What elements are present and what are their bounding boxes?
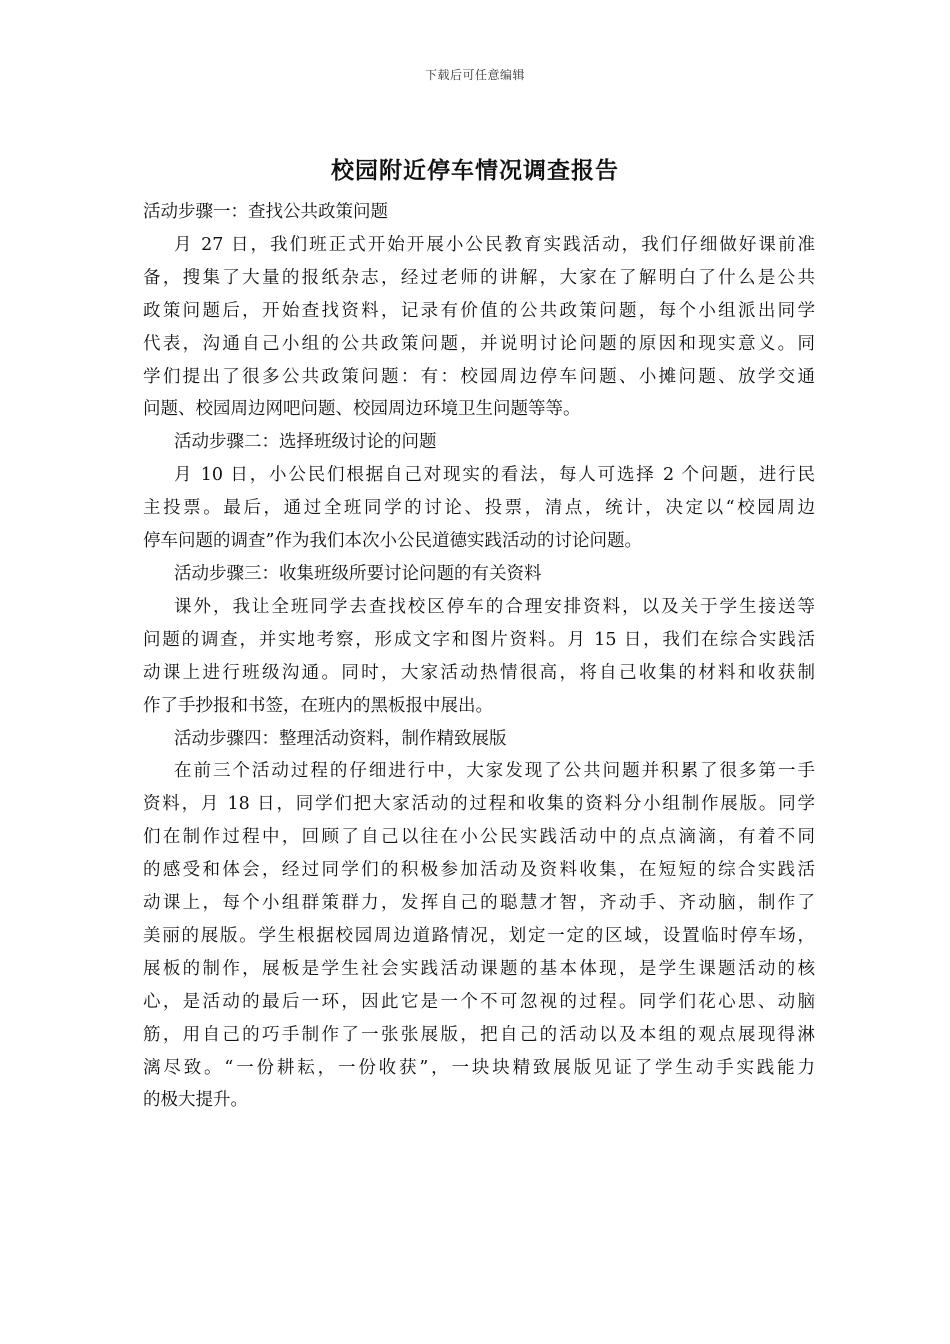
body-line: 资料，月 18 日，同学们把大家活动的过程和收集的资料分小组制作展版。同学 bbox=[143, 794, 815, 815]
body-line: 的极大提升。 bbox=[143, 1090, 248, 1111]
body-line: 漓尽致。“一份耕耘，一份收获”，一块块精致展版见证了学生动手实践能力 bbox=[143, 1057, 815, 1078]
body-line: 动课上进行班级沟通。同时，大家活动热情很高，将自己收集的材料和收获制 bbox=[143, 662, 815, 683]
header-note: 下载后可任意编辑 bbox=[424, 68, 525, 82]
body-line: 问题、校园周边网吧问题、校园周边环境卫生问题等等。 bbox=[143, 399, 581, 420]
body-line: 作了手抄报和书签，在班内的黑板报中展出。 bbox=[143, 695, 493, 716]
body-line: 备，搜集了大量的报纸杂志，经过老师的讲解，大家在了解明白了什么是公共 bbox=[143, 267, 815, 288]
body-line: 课外，我让全班同学去查找校区停车的合理安排资料，以及关于学生接送等 bbox=[174, 596, 815, 617]
body-line: 筋，用自己的巧手制作了一张张展版，把自己的活动以及本组的观点展现得淋 bbox=[143, 1024, 815, 1045]
body-line: 问题的调查，并实地考察，形成文字和图片资料。月 15 日，我们在综合实践活 bbox=[143, 629, 815, 650]
body-line: 月 27 日，我们班正式开始开展小公民教育实践活动，我们仔细做好课前准 bbox=[174, 234, 815, 255]
document-title: 校园附近停车情况调查报告 bbox=[331, 157, 619, 184]
body-line: 代表，沟通自己小组的公共政策问题，并说明讨论问题的原因和现实意义。同 bbox=[143, 333, 815, 354]
body-line: 展板的制作，展板是学生社会实践活动课题的基本体现，是学生课题活动的核 bbox=[143, 958, 815, 979]
body-line: 停车问题的调查”作为我们本次小公民道德实践活动的讨论问题。 bbox=[143, 531, 642, 552]
body-line: 月 10 日，小公民们根据自己对现实的看法，每人可选择 2 个问题，进行民 bbox=[174, 465, 815, 486]
body-line: 学们提出了很多公共政策问题：有：校园周边停车问题、小摊问题、放学交通 bbox=[143, 366, 815, 387]
body-line: 美丽的展版。学生根据校园周边道路情况，划定一定的区域，设置临时停车场， bbox=[143, 925, 815, 946]
body-line: 政策问题后，开始查找资料，记录有价值的公共政策问题，每个小组派出同学 bbox=[143, 300, 815, 321]
body-line: 在前三个活动过程的仔细进行中，大家发现了公共问题并积累了很多第一手 bbox=[174, 761, 815, 782]
document-body bbox=[143, 196, 815, 1117]
body-line: 心，是活动的最后一环，因此它是一个不可忽视的过程。同学们花心思、动脑 bbox=[143, 991, 815, 1012]
body-line: 的感受和体会，经过同学们的积极参加活动及资料收集，在短短的综合实践活 bbox=[143, 860, 815, 881]
body-line: 活动步骤二：选择班级讨论的问题 bbox=[174, 432, 437, 453]
body-line: 活动步骤三：收集班级所要讨论问题的有关资料 bbox=[174, 563, 542, 584]
body-line: 主投票。最后，通过全班同学的讨论、投票，清点，统计，决定以“校园周边 bbox=[143, 498, 815, 519]
body-line: 活动步骤四：整理活动资料，制作精致展版 bbox=[174, 728, 507, 749]
body-line: 动课上，每个小组群策群力，发挥自己的聪慧才智，齐动手、齐动脑，制作了 bbox=[143, 893, 815, 914]
body-line: 活动步骤一：查找公共政策问题 bbox=[143, 202, 388, 222]
body-line: 们在制作过程中，回顾了自己以往在小公民实践活动中的点点滴滴，有着不同 bbox=[143, 827, 815, 848]
